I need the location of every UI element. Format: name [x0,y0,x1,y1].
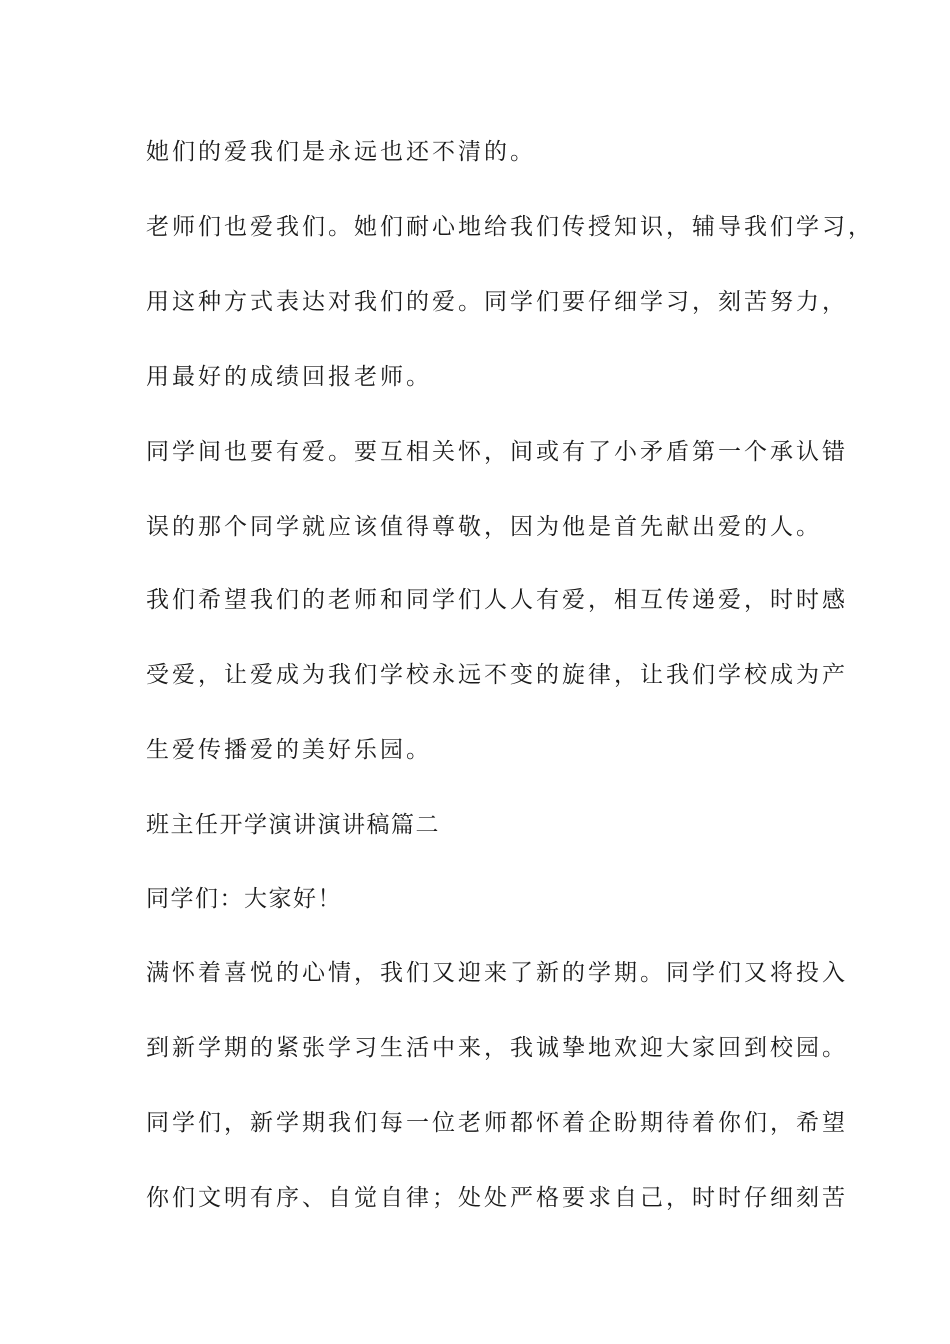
text-line: 生爱传播爱的美好乐园。 [146,737,432,763]
text-line: 误的那个同学就应该值得尊敬，因为他是首先献出爱的人。 [146,514,822,540]
salutation-line: 同学们：大家好！ [146,886,342,912]
text-line: 同学们，新学期我们每一位老师都怀着企盼期待着你们，希望 [146,1110,848,1136]
text-line: 用最好的成绩回报老师。 [146,364,432,390]
text-line: 用这种方式表达对我们的爱。同学们要仔细学习，刻苦努力， [146,289,848,315]
text-line: 老师们也爱我们。她们耐心地给我们传授知识，辅导我们学习， [146,214,874,240]
section-heading: 班主任开学演讲演讲稿篇二 [146,812,440,838]
text-line: 她们的爱我们是永远也还不清的。 [146,139,536,165]
text-line: 你们文明有序、自觉自律；处处严格要求自己，时时仔细刻苦 [146,1185,848,1211]
text-line: 我们希望我们的老师和同学们人人有爱，相互传递爱，时时感 [146,587,848,613]
text-line: 受爱，让爱成为我们学校永远不变的旋律，让我们学校成为产 [146,662,848,688]
text-line: 到新学期的紧张学习生活中来，我诚挚地欢迎大家回到校园。 [146,1035,848,1061]
text-line: 满怀着喜悦的心情，我们又迎来了新的学期。同学们又将投入 [146,960,848,986]
text-line: 同学间也要有爱。要互相关怀，间或有了小矛盾第一个承认错 [146,439,848,465]
